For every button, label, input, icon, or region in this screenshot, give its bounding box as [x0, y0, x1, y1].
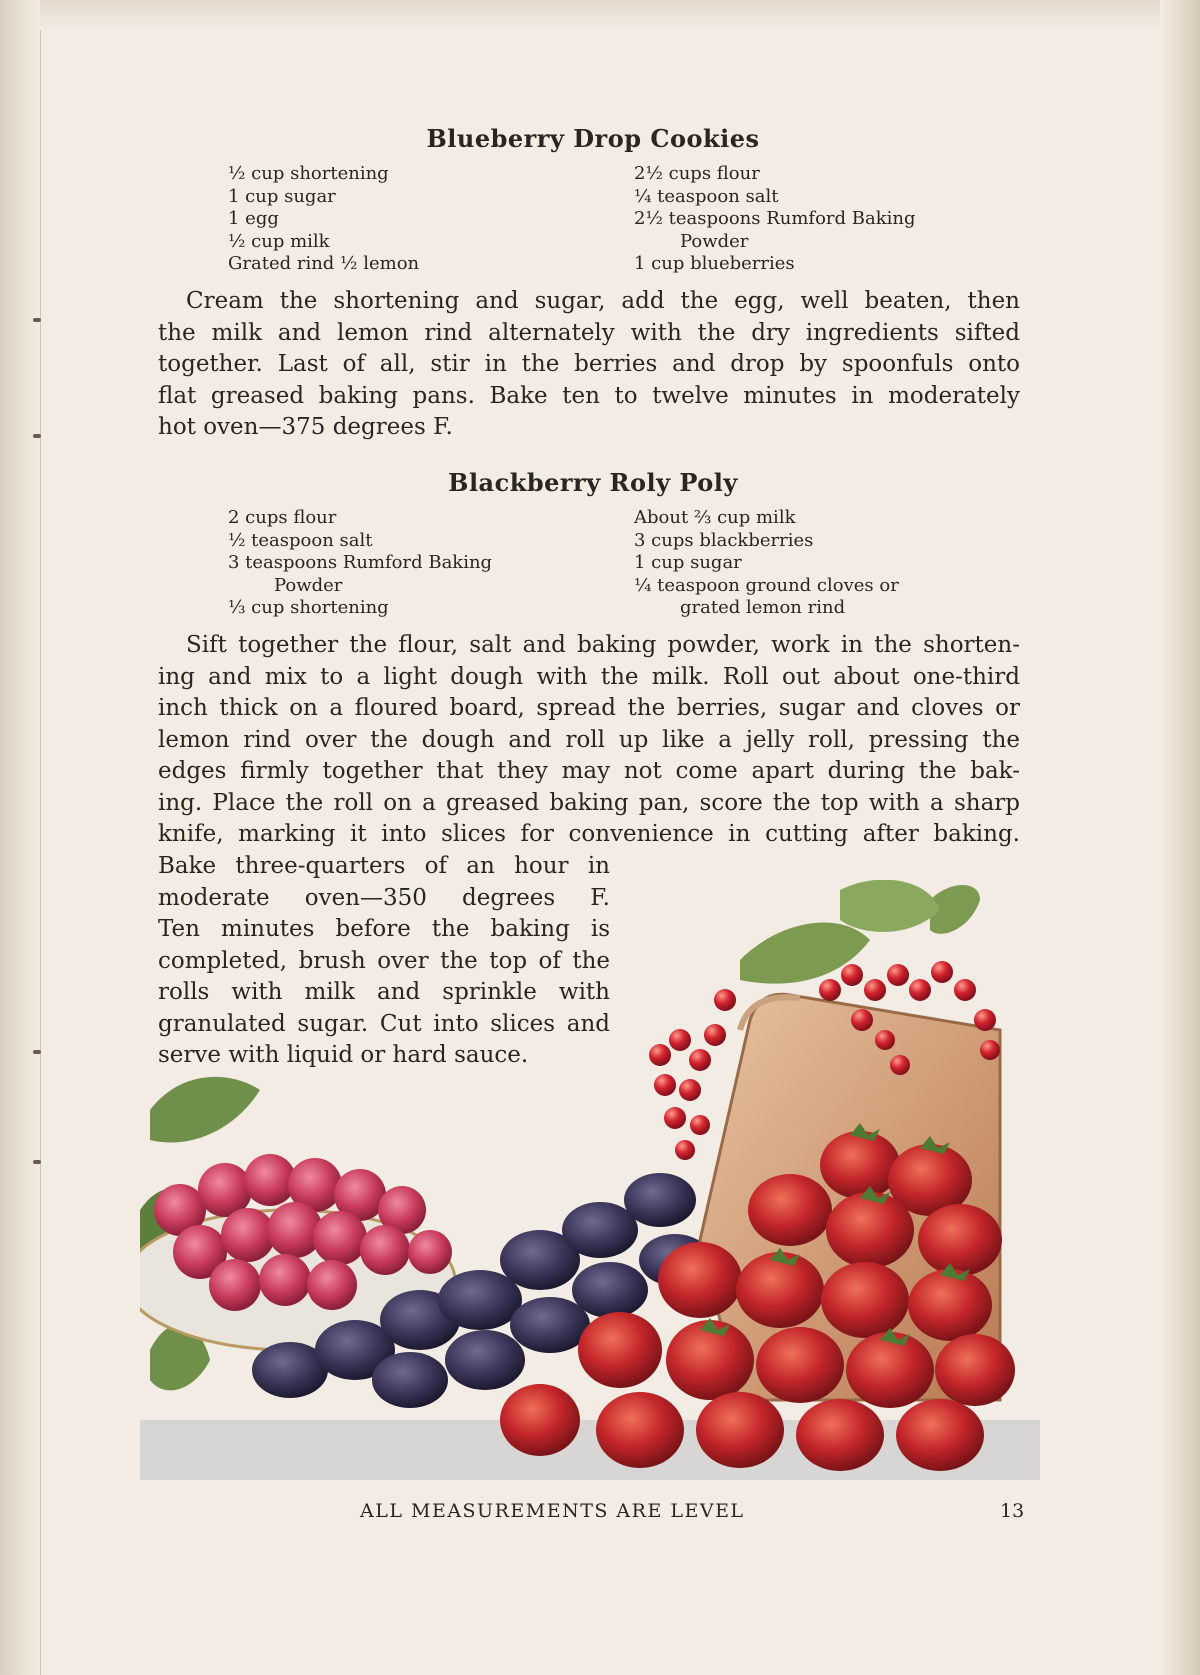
- binding-stitch: [33, 318, 41, 322]
- directions-line: Ten minutes before the baking is: [158, 916, 610, 942]
- ingredient: ½ cup shortening: [228, 163, 389, 184]
- directions-line: granulated sugar. Cut into slices and: [158, 1010, 610, 1037]
- footer-note: ALL MEASUREMENTS ARE LEVEL: [360, 1500, 745, 1522]
- directions-line: edges firmly together that they may not come apart during the bak-: [158, 758, 1020, 784]
- binding-stitch: [33, 1050, 41, 1054]
- directions-line: knife, marking it into slices for convenience in cutting after baking.: [158, 821, 1020, 847]
- ingredient: 3 cups blackberries: [634, 529, 814, 551]
- ingredient: 3 teaspoons Rumford Baking: [228, 552, 493, 573]
- ingredient: 2½ cups flour: [634, 163, 760, 184]
- binding-stitch: [33, 434, 41, 438]
- ingredients-right-blackberry: [634, 507, 899, 620]
- binding-stitch: [33, 1160, 41, 1164]
- ingredient: 2½ teaspoons Rumford Baking: [634, 208, 916, 229]
- ingredient: ½ cup milk: [228, 230, 330, 252]
- ingredient: ⅓ cup shortening: [228, 597, 389, 618]
- ingredient: About ⅔ cup milk: [634, 507, 796, 528]
- directions-blueberry: [158, 286, 1020, 444]
- ingredient: Powder: [680, 230, 749, 252]
- ingredient: 1 egg: [228, 208, 279, 229]
- directions-line: moderate oven—350 degrees F.: [158, 884, 610, 911]
- directions-line: the milk and lemon rind alternately with the dry ingredients sifted: [158, 319, 1020, 346]
- directions-line: flat greased baking pans. Bake ten to twelve minutes in moderately: [158, 382, 1020, 409]
- directions-line: ing. Place the roll on a greased baking pan, score the top with a sharp: [158, 789, 1020, 816]
- berries-illustration: [140, 880, 1040, 1480]
- directions-line: lemon rind over the dough and roll up like a jelly roll, pressing the: [158, 726, 1020, 753]
- ingredients-right-blueberry: [634, 163, 916, 276]
- recipe-title-blueberry-drop-cookies: Blueberry Drop Cookies: [426, 124, 760, 153]
- ingredient: 2 cups flour: [228, 507, 337, 528]
- directions-blackberry: [158, 630, 1020, 851]
- ingredient: 1 cup sugar: [634, 552, 742, 573]
- ingredient: grated lemon rind: [680, 597, 846, 618]
- ingredient: 1 cup blueberries: [634, 253, 795, 274]
- directions-line: completed, brush over the top of the: [158, 947, 610, 974]
- directions-line: inch thick on a floured board, spread the berries, sugar and cloves or: [158, 695, 1020, 721]
- page-right-edge: [1160, 0, 1200, 1675]
- ingredient: 1 cup sugar: [228, 185, 336, 207]
- directions-line: Sift together the flour, salt and baking powder, work in the shorten-: [186, 632, 1020, 658]
- directions-line: serve with liquid or hard sauce.: [158, 1042, 529, 1068]
- directions-line: ing and mix to a light dough with the milk. Roll out about one-third: [158, 663, 1020, 690]
- directions-line: Cream the shortening and sugar, add the egg, well beaten, then: [186, 288, 1020, 314]
- page-binding-edge: [0, 0, 41, 1675]
- recipe-title-blackberry-roly-poly: Blackberry Roly Poly: [448, 468, 738, 497]
- directions-line: Bake three-quarters of an hour in: [158, 853, 610, 879]
- directions-line: rolls with milk and sprinkle with: [158, 979, 610, 1005]
- ingredient: Grated rind ½ lemon: [228, 253, 420, 274]
- ingredient: ½ teaspoon salt: [228, 529, 373, 551]
- directions-line: hot oven—375 degrees F.: [158, 414, 453, 440]
- ingredient: Powder: [274, 574, 343, 596]
- directions-line: together. Last of all, stir in the berries and drop by spoonfuls onto: [158, 351, 1020, 377]
- page-number: 13: [1000, 1500, 1025, 1522]
- ingredients-left-blueberry: [228, 163, 419, 276]
- ingredient: ¼ teaspoon salt: [634, 185, 779, 207]
- page-top-edge: [40, 0, 1160, 30]
- ingredients-left-blackberry: [228, 507, 492, 620]
- ingredient: ¼ teaspoon ground cloves or: [634, 574, 899, 596]
